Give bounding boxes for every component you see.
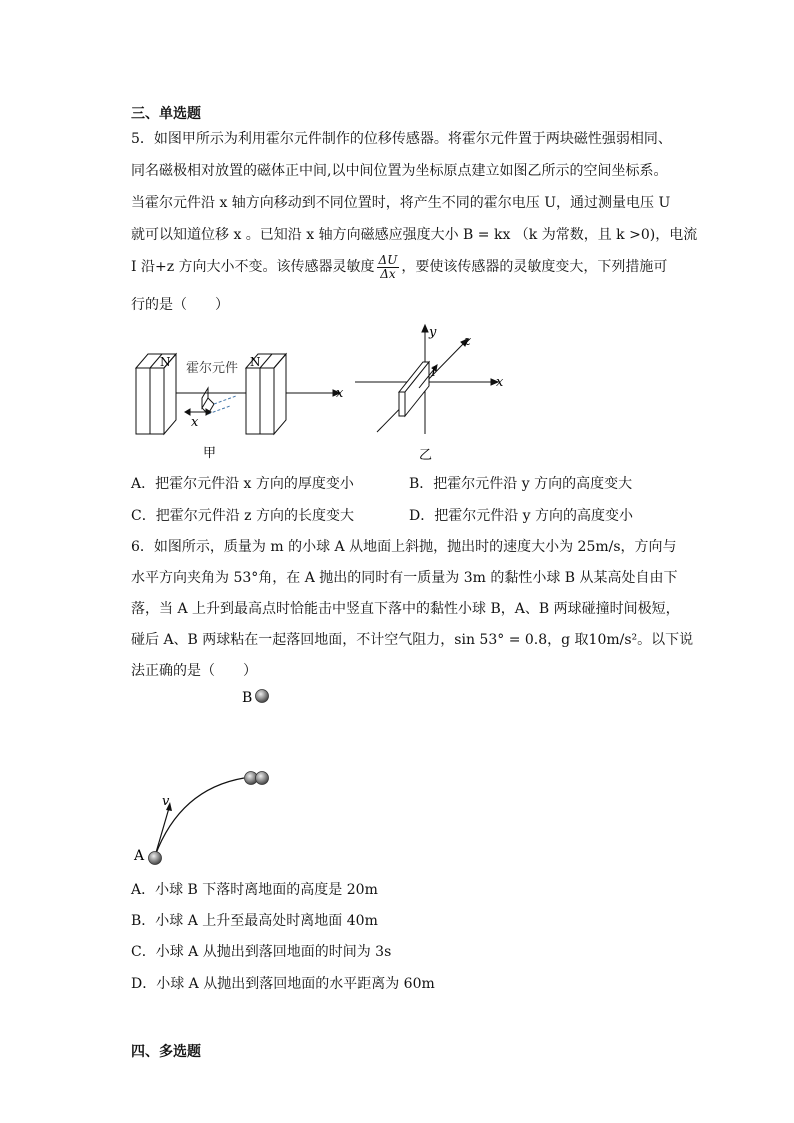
magnet-n-label-right: N (250, 355, 261, 369)
q6-line-4: 碰后 A、B 两球粘在一起落回地面，不计空气阻力，sin 53° = 0.8，g 取10m/s²。以下说 (131, 632, 694, 648)
velocity-v-label: v (162, 794, 170, 809)
q5-option-c[interactable]: C．把霍尔元件沿 z 方向的长度变大 (131, 508, 354, 524)
q6-line-1: 6．如图所示，质量为 m 的小球 A 从地面上斜抛，抛出时的速度大小为 25m/s，方向与 (131, 539, 677, 555)
q6-line-2: 水平方向夹角为 53°角，在 A 抛出的同时有一质量为 3m 的黏性小球 B 从某高处自由下 (131, 570, 678, 586)
trajectory-curve (155, 778, 244, 856)
q6-option-d[interactable]: D．小球 A 从抛出到落回地面的水平距离为 60m (131, 976, 435, 992)
collided-ball-2 (256, 772, 269, 785)
axis-x-label: x (496, 375, 504, 390)
magnet-n-label-left: N (160, 355, 171, 369)
displacement-x-label: x (191, 415, 199, 430)
fraction-denominator: Δx (380, 266, 396, 281)
q5-option-a[interactable]: A．把霍尔元件沿 x 方向的厚度变小 (131, 476, 354, 492)
q5-line-4: 就可以知道位移 x 。已知沿 x 轴方向磁感应强度大小 B = kx （k 为常数，且 k >0)，电流 (131, 227, 698, 243)
q5-line-5-post: ，要使该传感器的灵敏度变大，下列措施可 (401, 259, 668, 275)
axis-z-label: z (464, 334, 471, 349)
q5-line-2: 同名磁极相对放置的磁体正中间,以中间位置为坐标原点建立如图乙所示的空间坐标系。 (131, 163, 668, 179)
figure-projectile (128, 684, 288, 869)
q5-option-d[interactable]: D．把霍尔元件沿 y 方向的高度变小 (409, 508, 634, 524)
hall-element (202, 388, 208, 408)
section-title-multiple-choice: 四、多选题 (131, 1044, 201, 1060)
right-magnet-side (274, 354, 286, 434)
figure-caption-yi: 乙 (419, 448, 433, 463)
axis-y-label: y (429, 325, 437, 340)
q5-option-b[interactable]: B．把霍尔元件沿 y 方向的高度变大 (409, 476, 633, 492)
figure-caption-jia: 甲 (203, 446, 217, 461)
figure-jia-magnets (128, 340, 348, 465)
ball-b (256, 690, 269, 703)
q6-line-5: 法正确的是（ ） (131, 663, 257, 679)
fraction-numerator: ΔU (378, 252, 398, 267)
ball-b-label: B (242, 690, 253, 706)
hall-element-label: 霍尔元件 (186, 361, 239, 376)
q5-line-5 (131, 253, 667, 281)
current-i-label: I (431, 365, 437, 380)
axis-x-label: x (336, 386, 344, 401)
q6-line-3: 落，当 A 上升到最高点时恰能击中竖直下落中的黏性小球 B，A、B 两球碰撞时间极短， (131, 601, 680, 617)
ball-a-label: A (134, 848, 145, 864)
q6-option-c[interactable]: C．小球 A 从抛出到落回地面的时间为 3s (131, 944, 392, 960)
q5-line-5-pre: I 沿+z 方向大小不变。该传感器灵敏度 (131, 259, 375, 275)
figure-yi-coordinate-system (355, 322, 515, 467)
q5-line-6: 行的是（ ） (131, 297, 229, 313)
q6-option-a[interactable]: A．小球 B 下落时离地面的高度是 20m (131, 882, 378, 898)
ball-a (149, 852, 162, 865)
q6-option-b[interactable]: B．小球 A 上升至最高处时离地面 40m (131, 913, 378, 929)
q5-line-3: 当霍尔元件沿 x 轴方向移动到不同位置时，将产生不同的霍尔电压 U，通过测量电压 U (131, 195, 671, 211)
section-title-single-choice: 三、单选题 (131, 106, 201, 122)
sensitivity-fraction (377, 254, 400, 281)
q5-line-1: 5．如图甲所示为利用霍尔元件制作的位移传感器。将霍尔元件置于两块磁性强弱相同、 (131, 131, 672, 147)
hall-plate-side (399, 392, 405, 416)
